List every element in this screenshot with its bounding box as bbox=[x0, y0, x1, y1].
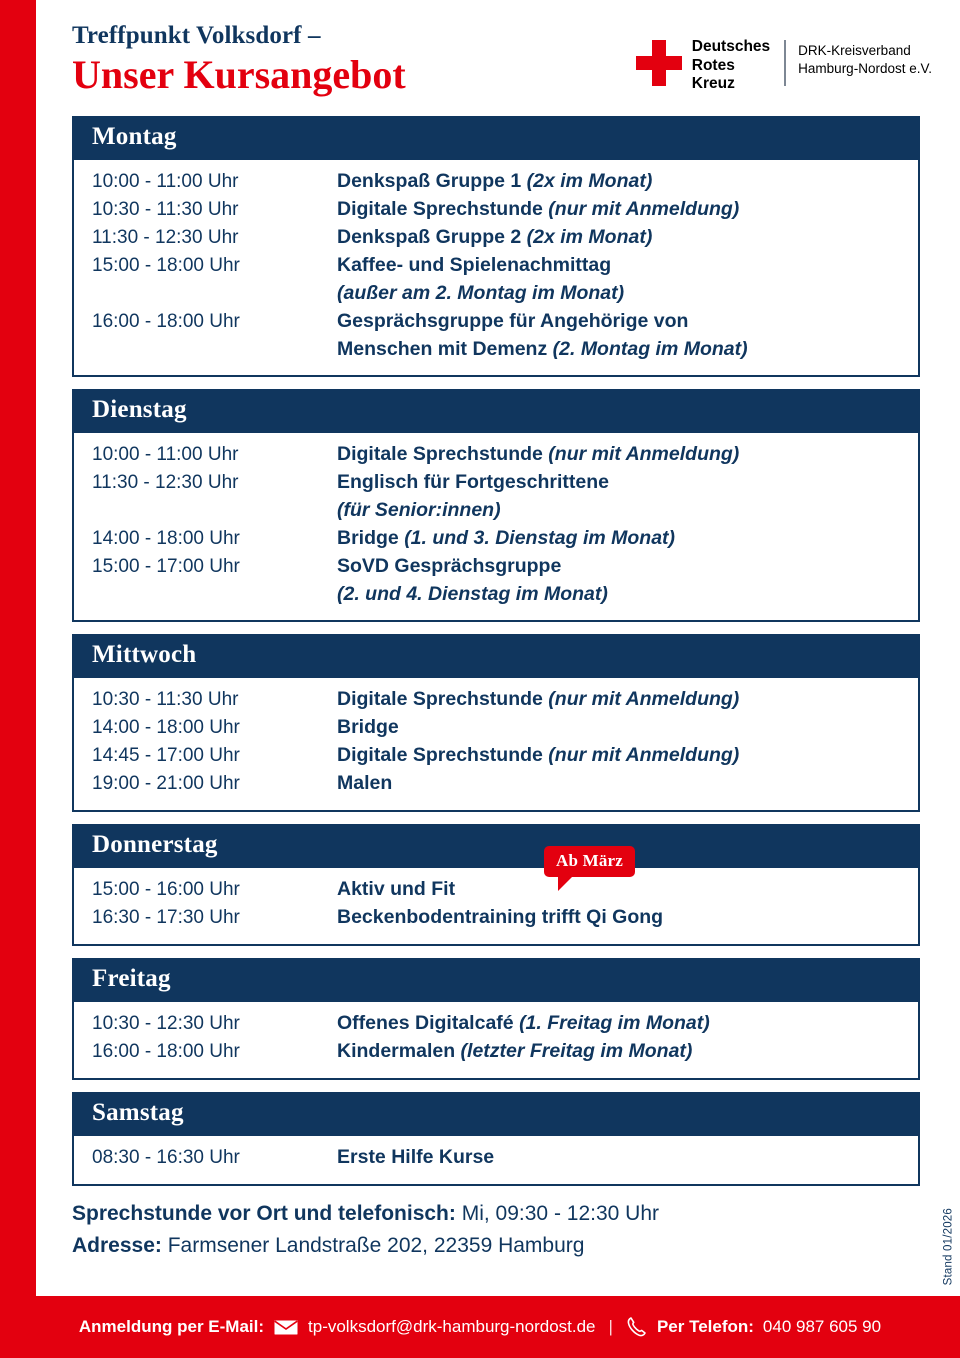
day-name: Mittwoch bbox=[92, 641, 197, 669]
course-title-main: Kindermalen bbox=[337, 1040, 461, 1063]
course-title-note: (außer am 2. Montag im Monat) bbox=[337, 281, 625, 304]
day-name: Montag bbox=[92, 123, 177, 150]
drk-logo-line3: Kreuz bbox=[691, 75, 735, 93]
poster-footer bbox=[0, 1296, 960, 1358]
course-title bbox=[337, 497, 501, 525]
red-cross-icon bbox=[636, 40, 682, 86]
course-title bbox=[337, 525, 675, 553]
course-row bbox=[74, 876, 918, 904]
drk-logo bbox=[636, 34, 932, 94]
course-title-note: (2. Montag im Monat) bbox=[552, 337, 748, 360]
day-rows bbox=[74, 1002, 918, 1078]
address-label: Adresse: bbox=[72, 1233, 162, 1257]
course-title-note: (nur mit Anmeldung) bbox=[548, 744, 740, 767]
course-time: 16:30 - 17:30 Uhr bbox=[92, 907, 240, 929]
course-time: 10:30 - 12:30 Uhr bbox=[92, 1013, 240, 1035]
course-row bbox=[74, 280, 918, 308]
course-title-note: (2. und 4. Dienstag im Monat) bbox=[337, 582, 608, 605]
course-row bbox=[74, 553, 918, 581]
organisation-line2: Hamburg-Nordost e.V. bbox=[798, 61, 932, 77]
course-title-main: SoVD Gesprächsgruppe bbox=[337, 554, 562, 577]
course-row bbox=[74, 525, 918, 553]
day-block bbox=[72, 958, 920, 1080]
day-rows bbox=[74, 433, 918, 620]
course-title-note: (2x im Monat) bbox=[526, 170, 653, 192]
course-title-main: Englisch für Fortgeschrittene bbox=[337, 471, 609, 494]
drk-logo-line2: Rotes bbox=[691, 56, 735, 74]
course-title-main: Denkspaß Gruppe 1 bbox=[337, 170, 527, 192]
day-block bbox=[72, 634, 920, 812]
day-name: Samstag bbox=[92, 1099, 184, 1127]
course-title-main: Beckenbodentraining trifft Qi Gong bbox=[337, 906, 664, 929]
address-line bbox=[72, 1230, 920, 1262]
day-header bbox=[74, 958, 918, 1002]
footer-mail-value[interactable]: tp-volksdorf@drk-hamburg-nordost.de bbox=[308, 1317, 596, 1336]
course-row bbox=[74, 714, 918, 742]
day-rows bbox=[74, 1136, 918, 1184]
course-row bbox=[74, 1010, 918, 1038]
course-title-note: (nur mit Anmeldung) bbox=[548, 688, 740, 711]
course-row bbox=[74, 469, 918, 497]
course-row bbox=[74, 742, 918, 770]
schedule bbox=[72, 116, 920, 1186]
phone-icon bbox=[626, 1316, 648, 1338]
header-pretitle: Treffpunkt Volksdorf – bbox=[72, 22, 321, 49]
footer-separator: | bbox=[608, 1317, 613, 1336]
course-row bbox=[74, 1144, 918, 1172]
course-time: 10:00 - 11:00 Uhr bbox=[92, 444, 239, 466]
footer-mail-label: Anmeldung per E-Mail: bbox=[78, 1317, 265, 1336]
course-time: 10:30 - 11:30 Uhr bbox=[92, 198, 239, 220]
contact-info bbox=[72, 1198, 920, 1261]
course-title bbox=[337, 1038, 692, 1066]
course-row bbox=[74, 441, 918, 469]
course-row bbox=[74, 252, 918, 280]
course-time: 14:00 - 18:00 Uhr bbox=[92, 527, 240, 549]
course-title-main: Gesprächsgruppe für Angehörige von bbox=[337, 309, 689, 332]
course-title bbox=[337, 876, 455, 904]
drk-logo-text bbox=[692, 38, 770, 94]
course-title bbox=[337, 1144, 494, 1172]
course-title bbox=[337, 742, 739, 770]
course-title-main: Malen bbox=[337, 772, 393, 795]
course-title bbox=[337, 904, 663, 932]
course-title-note: (1. Freitag im Monat) bbox=[519, 1012, 710, 1035]
course-row bbox=[74, 196, 918, 224]
course-title-main: Erste Hilfe Kurse bbox=[337, 1146, 495, 1169]
course-title bbox=[337, 196, 739, 224]
day-name: Dienstag bbox=[92, 396, 187, 424]
course-time: 16:00 - 18:00 Uhr bbox=[92, 310, 240, 332]
course-row bbox=[74, 497, 918, 525]
course-time: 08:30 - 16:30 Uhr bbox=[92, 1147, 240, 1169]
course-title bbox=[337, 686, 739, 714]
course-title-main: Denkspaß Gruppe 2 bbox=[337, 225, 527, 248]
drk-logo-line1: Deutsches bbox=[691, 38, 771, 55]
day-block bbox=[72, 116, 920, 377]
course-title-main: Digitale Sprechstunde bbox=[337, 744, 549, 767]
course-title bbox=[337, 770, 392, 798]
course-time: 11:30 - 12:30 Uhr bbox=[92, 472, 239, 494]
footer-phone-value[interactable]: 040 987 605 90 bbox=[762, 1317, 882, 1336]
course-row bbox=[74, 224, 918, 252]
page-title: Unser Kursangebot bbox=[72, 51, 406, 97]
day-header bbox=[74, 634, 918, 678]
course-time: 15:00 - 18:00 Uhr bbox=[92, 254, 240, 276]
organisation-name bbox=[798, 42, 932, 78]
office-hours-line bbox=[72, 1198, 920, 1230]
course-time: 15:00 - 17:00 Uhr bbox=[92, 555, 240, 577]
address-value: Farmsener Landstraße 202, 22359 Hamburg bbox=[161, 1233, 585, 1257]
revision-stamp: Stand 01/2026 bbox=[942, 1208, 954, 1286]
course-row bbox=[74, 1038, 918, 1066]
course-title-main: Aktiv und Fit bbox=[337, 878, 456, 901]
course-title bbox=[337, 1010, 710, 1038]
course-title-main: Kaffee- und Spielenachmittag bbox=[337, 253, 612, 276]
course-title bbox=[337, 441, 739, 469]
course-time: 15:00 - 16:00 Uhr bbox=[92, 879, 240, 901]
course-time: 10:30 - 11:30 Uhr bbox=[92, 689, 239, 711]
course-title bbox=[337, 224, 652, 252]
course-title bbox=[337, 168, 652, 196]
day-block bbox=[72, 1092, 920, 1186]
course-row bbox=[74, 168, 918, 196]
course-title bbox=[337, 553, 561, 581]
course-title-main: Digitale Sprechstunde bbox=[337, 688, 549, 711]
day-header bbox=[74, 116, 918, 160]
course-title-main: Offenes Digitalcafé bbox=[337, 1012, 520, 1035]
course-time: 14:00 - 18:00 Uhr bbox=[92, 717, 240, 739]
footer-phone-label: Per Telefon: bbox=[656, 1317, 754, 1336]
course-row bbox=[74, 336, 918, 364]
day-rows bbox=[74, 868, 918, 944]
course-title-main: Menschen mit Demenz bbox=[337, 337, 553, 360]
course-time: 16:00 - 18:00 Uhr bbox=[92, 1041, 240, 1063]
course-title bbox=[337, 252, 611, 280]
course-row bbox=[74, 581, 918, 609]
course-title bbox=[337, 336, 748, 364]
poster-header bbox=[36, 0, 960, 116]
day-block bbox=[72, 824, 920, 946]
course-row bbox=[74, 770, 918, 798]
left-accent-bar bbox=[0, 0, 36, 1358]
course-time: 19:00 - 21:00 Uhr bbox=[92, 773, 240, 795]
course-time: 11:30 - 12:30 Uhr bbox=[92, 226, 239, 248]
course-title-main: Digitale Sprechstunde bbox=[337, 197, 549, 220]
course-row bbox=[74, 686, 918, 714]
office-hours-value: Mi, 09:30 - 12:30 Uhr bbox=[455, 1202, 659, 1226]
course-title-main: Digitale Sprechstunde bbox=[337, 443, 549, 466]
course-title bbox=[337, 280, 624, 308]
day-rows bbox=[74, 160, 918, 375]
course-row bbox=[74, 308, 918, 336]
organisation-line1: DRK-Kreisverband bbox=[798, 43, 911, 58]
office-hours-label: Sprechstunde vor Ort und telefonisch: bbox=[72, 1202, 456, 1226]
course-title-note: (1. und 3. Dienstag im Monat) bbox=[404, 526, 676, 549]
course-title-note: (nur mit Anmeldung) bbox=[548, 443, 740, 466]
course-title bbox=[337, 581, 608, 609]
course-title-note: (nur mit Anmeldung) bbox=[548, 197, 740, 220]
course-title-main: Bridge bbox=[337, 526, 405, 549]
course-title-note: (letzter Freitag im Monat) bbox=[460, 1040, 693, 1063]
day-block bbox=[72, 389, 920, 622]
day-header bbox=[74, 824, 918, 871]
mail-icon bbox=[273, 1319, 299, 1336]
new-course-badge: Ab März bbox=[544, 846, 635, 877]
day-header bbox=[74, 1092, 918, 1136]
day-header bbox=[74, 389, 918, 433]
course-time: 10:00 - 11:00 Uhr bbox=[92, 171, 239, 192]
course-row bbox=[74, 904, 918, 932]
course-title-note: (2x im Monat) bbox=[526, 225, 653, 248]
logo-divider bbox=[784, 40, 786, 86]
course-title bbox=[337, 714, 399, 742]
poster-content bbox=[36, 0, 960, 1358]
course-title bbox=[337, 308, 688, 336]
day-rows bbox=[74, 678, 918, 810]
day-name: Donnerstag bbox=[92, 831, 218, 859]
course-title-note: (für Senior:innen) bbox=[337, 499, 501, 522]
course-title-main: Bridge bbox=[337, 716, 399, 739]
course-title bbox=[337, 469, 609, 497]
day-name: Freitag bbox=[92, 965, 171, 993]
course-time: 14:45 - 17:00 Uhr bbox=[92, 745, 240, 767]
